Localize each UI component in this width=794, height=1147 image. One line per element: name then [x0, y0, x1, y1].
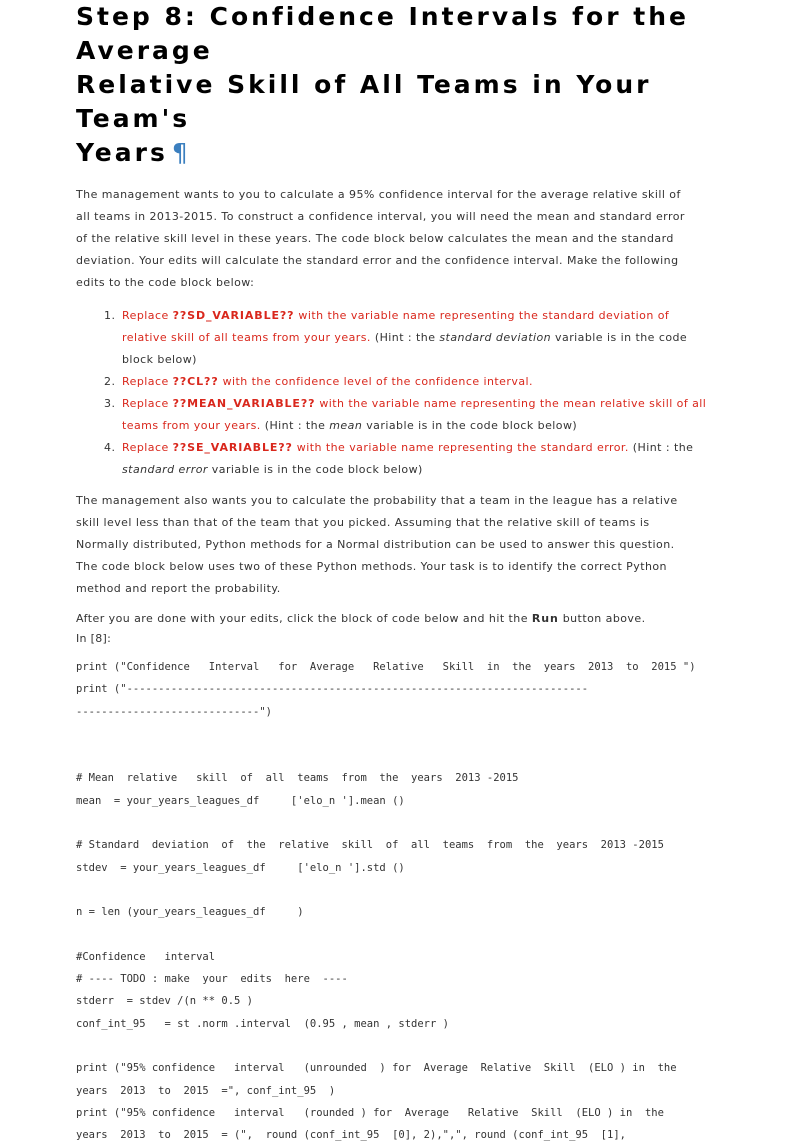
code-line: print ("95% confidence interval (rounded ) for Average Relative Skill (ELO ) in the	[76, 1106, 664, 1119]
code-line	[76, 879, 766, 901]
notebook-page	[76, 0, 766, 1147]
code-line: print ("-------------------------------------------------------------------------	[76, 683, 589, 696]
intro-line: of the relative skill level in these years. The code block below calculates the mean and the standard	[76, 232, 674, 245]
heading-line-2: Relative Skill of All Teams in Your Team's	[76, 70, 652, 133]
probability-paragraph	[76, 490, 766, 600]
page-heading	[76, 0, 766, 170]
intro-paragraph	[76, 184, 766, 294]
code-cell[interactable]	[76, 656, 766, 1147]
edit-steps-list	[76, 305, 766, 481]
heading-line-3: Years	[76, 138, 168, 167]
anchor-link[interactable]: ¶	[171, 138, 188, 167]
code-line: stdev = your_years_leagues_df ['elo_n '].std ()	[76, 861, 405, 874]
intro-line: edits to the code block below:	[76, 276, 255, 289]
code-line	[76, 812, 766, 834]
code-line: years 2013 to 2015 = (", round (conf_int_95 [0], 2),",", round (conf_int_95 [1],	[76, 1129, 626, 1142]
probability-line: skill level less than that of the team that you picked. Assuming that the relative skill of teams is	[76, 516, 650, 529]
code-line: years 2013 to 2015 =", conf_int_95 )	[76, 1084, 336, 1097]
code-line	[76, 924, 766, 946]
list-item: 2. Replace ??CL?? with the confidence level of the confidence interval.	[104, 375, 533, 388]
code-line	[76, 723, 766, 745]
heading-line-1: Step 8: Confidence Intervals for the Average	[76, 2, 689, 65]
run-instruction: After you are done with your edits, click the block of code below and hit the Run button above.	[76, 612, 646, 625]
list-item: 3. Replace ??MEAN_VARIABLE?? with the variable name representing the mean relative skill of all teams from your years. (Hint : the mean variable is in the code block below)	[104, 397, 707, 432]
probability-line: method and report the probability.	[76, 582, 281, 595]
code-line: print ("Confidence Interval for Average Relative Skill in the years 2013 to 2015 ")	[76, 661, 696, 673]
code-line: #Confidence interval	[76, 950, 216, 963]
code-line: conf_int_95 = st .norm .interval (0.95 , mean , stderr )	[76, 1017, 449, 1030]
list-item: 4. Replace ??SE_VARIABLE?? with the variable name representing the standard error. (Hint : the standard error variable is in the code block below)	[104, 441, 694, 476]
cell-prompt: In [8]:	[76, 632, 112, 645]
probability-line: Normally distributed, Python methods for a Normal distribution can be used to answer this question.	[76, 538, 675, 551]
list-item: 1. Replace ??SD_VARIABLE?? with the variable name representing the standard deviation of relative skill of all teams from your years. (Hint : the standard deviation variable is in the code block below)	[104, 309, 688, 366]
code-line: print ("95% confidence interval (unrounded ) for Average Relative Skill (ELO ) in the	[76, 1062, 677, 1075]
probability-line: The code block below uses two of these Python methods. Your task is to identify the correct Python	[76, 560, 667, 573]
code-line: n = len (your_years_leagues_df )	[76, 906, 304, 919]
code-line	[76, 745, 766, 767]
code-line: -----------------------------")	[76, 705, 272, 718]
code-line: # ---- TODO : make your edits here ----	[76, 973, 348, 986]
intro-line: all teams in 2013-2015. To construct a confidence interval, you will need the mean and standard error	[76, 210, 685, 223]
code-line	[76, 1035, 766, 1057]
probability-line: The management also wants you to calculate the probability that a team in the league has a relative	[76, 494, 678, 507]
code-line: mean = your_years_leagues_df ['elo_n '].mean ()	[76, 794, 405, 807]
code-line: # Standard deviation of the relative skill of all teams from the years 2013 -2015	[76, 839, 664, 852]
intro-line: The management wants to you to calculate a 95% confidence interval for the average relative skill of	[76, 188, 681, 201]
code-line: # Mean relative skill of all teams from the years 2013 -2015	[76, 772, 519, 785]
code-line: stderr = stdev /(n ** 0.5 )	[76, 995, 254, 1008]
intro-line: deviation. Your edits will calculate the standard error and the confidence interval. Make the following	[76, 254, 679, 267]
